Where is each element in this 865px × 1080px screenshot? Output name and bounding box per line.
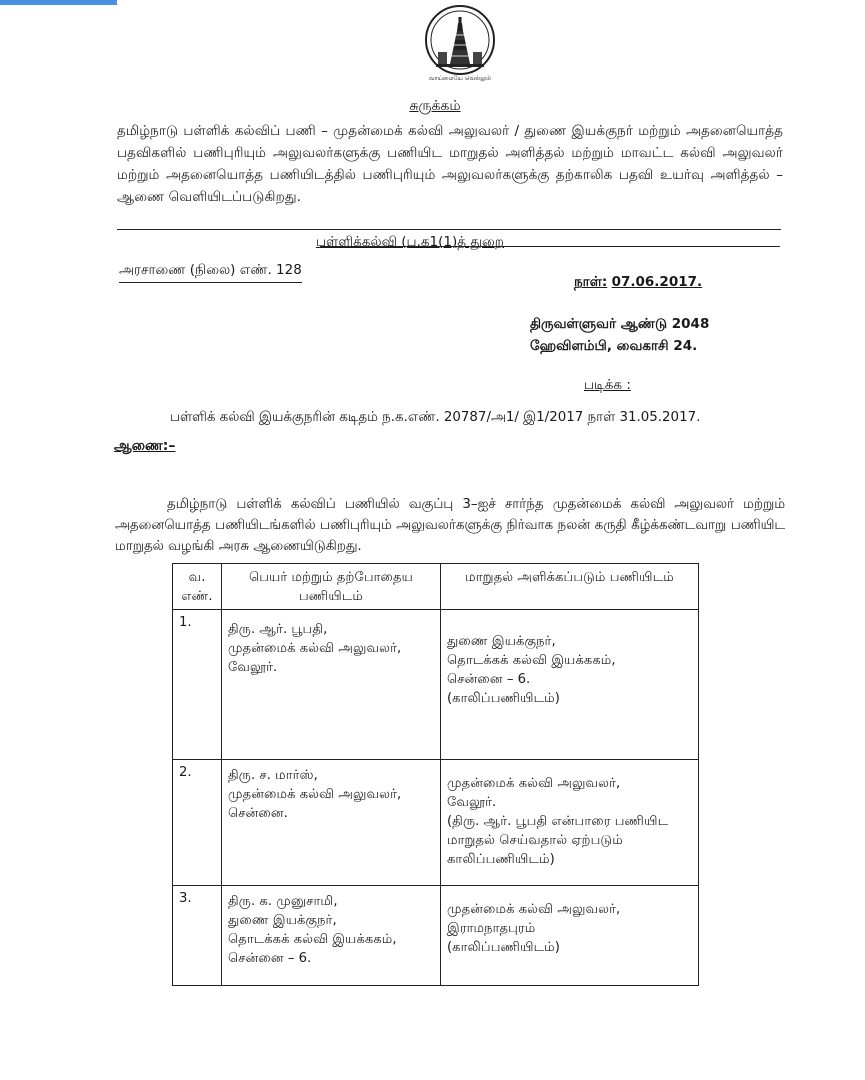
table-row [173, 760, 699, 886]
serial-number: 3. [173, 886, 222, 986]
divider-under-department [320, 246, 780, 247]
serial-number: 2. [173, 760, 222, 886]
transfer-line: காலிப்பணியிடம்) [447, 852, 555, 867]
transfer-post-cell [441, 610, 699, 760]
transfer-post-cell [441, 760, 699, 886]
summary-text: தமிழ்நாடு பள்ளிக் கல்விப் பணி – முதன்மைக் கல்வி அலுவலர் / துணை இயக்குநர் மற்றும் அதனையொத்த பதவிகளில் பணிபுரியும் அலுவலர்களுக்கு பணியிட மாறுதல் அளித்தல் மற்றும் மாவட்ட கல்வி அலுவலர் மற்றும் அதனையொத்த பணியிடத்தில் பணிபுரியும் அலுவலர்களுக்கு தற்காலிக பதவி உயர்வு அளித்தல் – ஆணை வெளியிடப்படுகிறது. [117, 123, 783, 205]
current-post-cell [222, 760, 441, 886]
name-line: சென்னை. [228, 806, 288, 821]
order-label: ஆணை:– [114, 438, 176, 454]
table-header-row [173, 564, 699, 610]
transfer-line: முதன்மைக் கல்வி அலுவலர், [447, 902, 621, 917]
header-transfer-post: மாறுதல் அளிக்கப்படும் பணியிடம் [441, 564, 699, 610]
transfer-table [172, 563, 699, 986]
name-line: திரு. ச. மார்ஸ், [228, 768, 318, 783]
header-serial-number: வ. எண். [173, 564, 222, 610]
department-name: பள்ளிக்கல்வி (ப.க1(1)த் துறை [316, 234, 504, 250]
name-line: திரு. க. முனுசாமி, [228, 894, 338, 909]
emblem-caption: வாய்மையே வெல்லும் [428, 75, 492, 82]
order-date [574, 274, 702, 292]
transfer-line: தொடக்கக் கல்வி இயக்ககம், [447, 653, 616, 668]
name-line: துணை இயக்குநர், [228, 913, 337, 928]
transfer-line: மாறுதல் செய்வதால் ஏற்படும் [447, 833, 623, 848]
name-line: திரு. ஆர். பூபதி, [228, 622, 328, 637]
header-name-current-post: பெயர் மற்றும் தற்போதைய பணியிடம் [222, 564, 441, 610]
name-line: முதன்மைக் கல்வி அலுவலர், [228, 787, 402, 802]
transfer-post-cell [441, 886, 699, 986]
date-value: 07.06.2017. [611, 274, 703, 290]
tamil-nadu-emblem-icon [416, 4, 504, 84]
transfer-line: (திரு. ஆர். பூபதி என்பாரை பணியிட [447, 814, 669, 829]
current-post-cell [222, 610, 441, 760]
name-line: சென்னை – 6. [228, 951, 312, 966]
thiruvalluvar-year: திருவள்ளுவர் ஆண்டு 2048 [530, 316, 710, 332]
table-row [173, 610, 699, 760]
transfer-line: சென்னை – 6. [447, 672, 531, 687]
read-label: படிக்க : [584, 377, 631, 393]
order-body: தமிழ்நாடு பள்ளிக் கல்விப் பணியில் வகுப்பு 3–ஐச் சார்ந்த முதன்மைக் கல்வி அலுவலர் மற்றும் அதனையொத்த பணியிடங்களில் பணிபுரியும் அலுவலர்களுக்கு நிர்வாக நலன் கருதி கீழ்க்கண்டவாறு பணியிட மாறுதல் வழங்கி அரசு ஆணையிடுகிறது. [115, 497, 785, 554]
name-line: வேலூர். [228, 660, 278, 675]
table-row [173, 886, 699, 986]
transfer-line: (காலிப்பணியிடம்) [447, 940, 560, 955]
divider-top [117, 229, 781, 230]
transfer-line: வேலூர். [447, 795, 497, 810]
current-post-cell [222, 886, 441, 986]
transfer-line: (காலிப்பணியிடம்) [447, 691, 560, 706]
serial-number: 1. [173, 610, 222, 760]
transfer-line: துணை இயக்குநர், [447, 634, 556, 649]
transfer-line: முதன்மைக் கல்வி அலுவலர், [447, 776, 621, 791]
reference-letter: பள்ளிக் கல்வி இயக்குநரின் கடிதம் ந.க.எண். 20787/அ1/ இ1/2017 நாள் 31.05.2017. [170, 410, 701, 425]
name-line: முதன்மைக் கல்வி அலுவலர், [228, 641, 402, 656]
tamil-month-date: ஹேவிளம்பி, வைகாசி 24. [530, 338, 698, 354]
date-label: நாள்: [574, 274, 608, 290]
summary-heading: சுருக்கம் [409, 98, 461, 114]
transfer-line: இராமநாதபுரம் [447, 921, 536, 936]
name-line: தொடக்கக் கல்வி இயக்ககம், [228, 932, 397, 947]
go-number: அரசாணை (நிலை) எண். 128 [119, 262, 302, 283]
